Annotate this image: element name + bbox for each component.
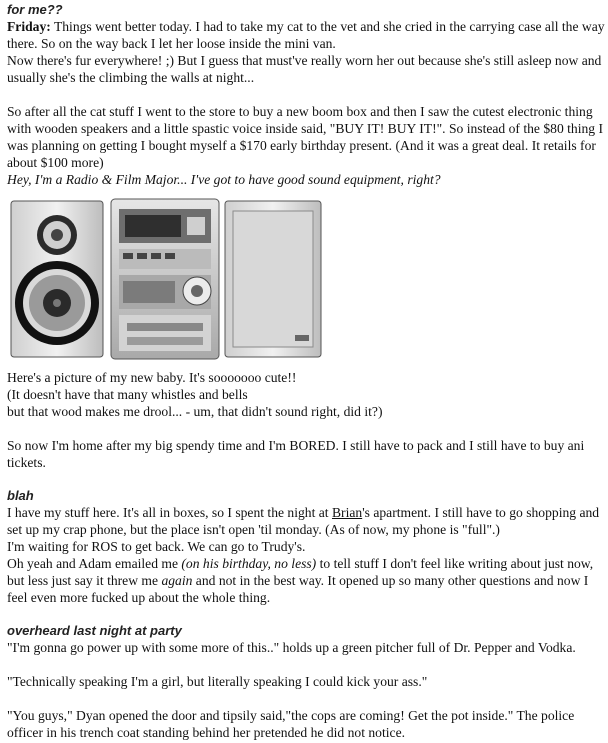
stereo-photo xyxy=(7,195,337,363)
journal-page xyxy=(7,2,605,741)
entry-paragraph: So after all the cat stuff I went to the store to buy a new boom box and then I saw the cutest electronic thing with wooden speakers and a little spastic voice inside said, "BUY IT! BUY IT!". So instead of the $80 thing I was planning on getting I bought myself a $170 early birthday present. (And it was a great deal. It retails for about $100 more) xyxy=(7,104,604,170)
entry-paragraph: I'm waiting for ROS to get back. We can go to Trudy's. xyxy=(7,539,306,554)
entry-paragraph xyxy=(7,504,605,538)
photo-caption: (It doesn't have that many whistles and bells xyxy=(7,387,248,402)
entry-text: to tell stuff I don't feel like writing about just now, but less just say it threw me xyxy=(7,556,594,588)
italic-emphasis: again xyxy=(161,573,193,588)
entry-title-for-me: for me?? xyxy=(7,2,63,17)
entry-paragraph xyxy=(7,555,605,606)
brian-link[interactable]: Brian xyxy=(331,505,363,520)
entry-text: 's apartment. I still have to go shopping and set up my crap phone, but the place isn't open 'til monday. (As of now, my phone is "full".) xyxy=(7,505,600,537)
entry-text: Things went better today. I had to take my cat to the vet and she cried in the carrying case all the way there. So on the way back I let her loose inside the mini van. xyxy=(7,19,605,51)
entry-title-blah: blah xyxy=(7,488,34,503)
quote-paragraph: "You guys," Dyan opened the door and tipsily said,"the cops are coming! Get the pot inside." The police officer in his trench coat standing behind her pretended he did not notice. xyxy=(7,708,575,740)
photo-caption: Here's a picture of my new baby. It's sooooooo cute!! xyxy=(7,370,297,385)
entry-text: Oh yeah and Adam emailed me xyxy=(7,556,182,571)
italic-remark: Hey, I'm a Radio & Film Major... I've got to have good sound equipment, right? xyxy=(7,172,441,187)
quote-paragraph: "Technically speaking I'm a girl, but literally speaking I could kick your ass." xyxy=(7,674,428,689)
entry-paragraph: So now I'm home after my big spendy time and I'm BORED. I still have to pack and I still have to buy ani tickets. xyxy=(7,438,585,470)
entry-paragraph: Now there's fur everywhere! ;) But I guess that must've really worn her out because she's still asleep now and usually she's the climbing the walls at night... xyxy=(7,53,602,85)
entry-paragraph xyxy=(7,18,605,52)
photo-caption: but that wood makes me drool... - um, that didn't sound right, did it?) xyxy=(7,404,383,419)
day-label: Friday: xyxy=(7,19,51,34)
entry-title-overheard: overheard last night at party xyxy=(7,623,182,638)
quote-paragraph: "I'm gonna go power up with some more of this.." holds up a green pitcher full of Dr. Pepper and Vodka. xyxy=(7,640,576,655)
entry-text: I have my stuff here. It's all in boxes, so I spent the night at xyxy=(7,505,332,520)
italic-aside: (on his birthday, no less) xyxy=(181,556,317,571)
entry-text: and not in the best way. It opened up so many other questions and now I feel even more fucked up about the whole thing. xyxy=(7,573,589,605)
